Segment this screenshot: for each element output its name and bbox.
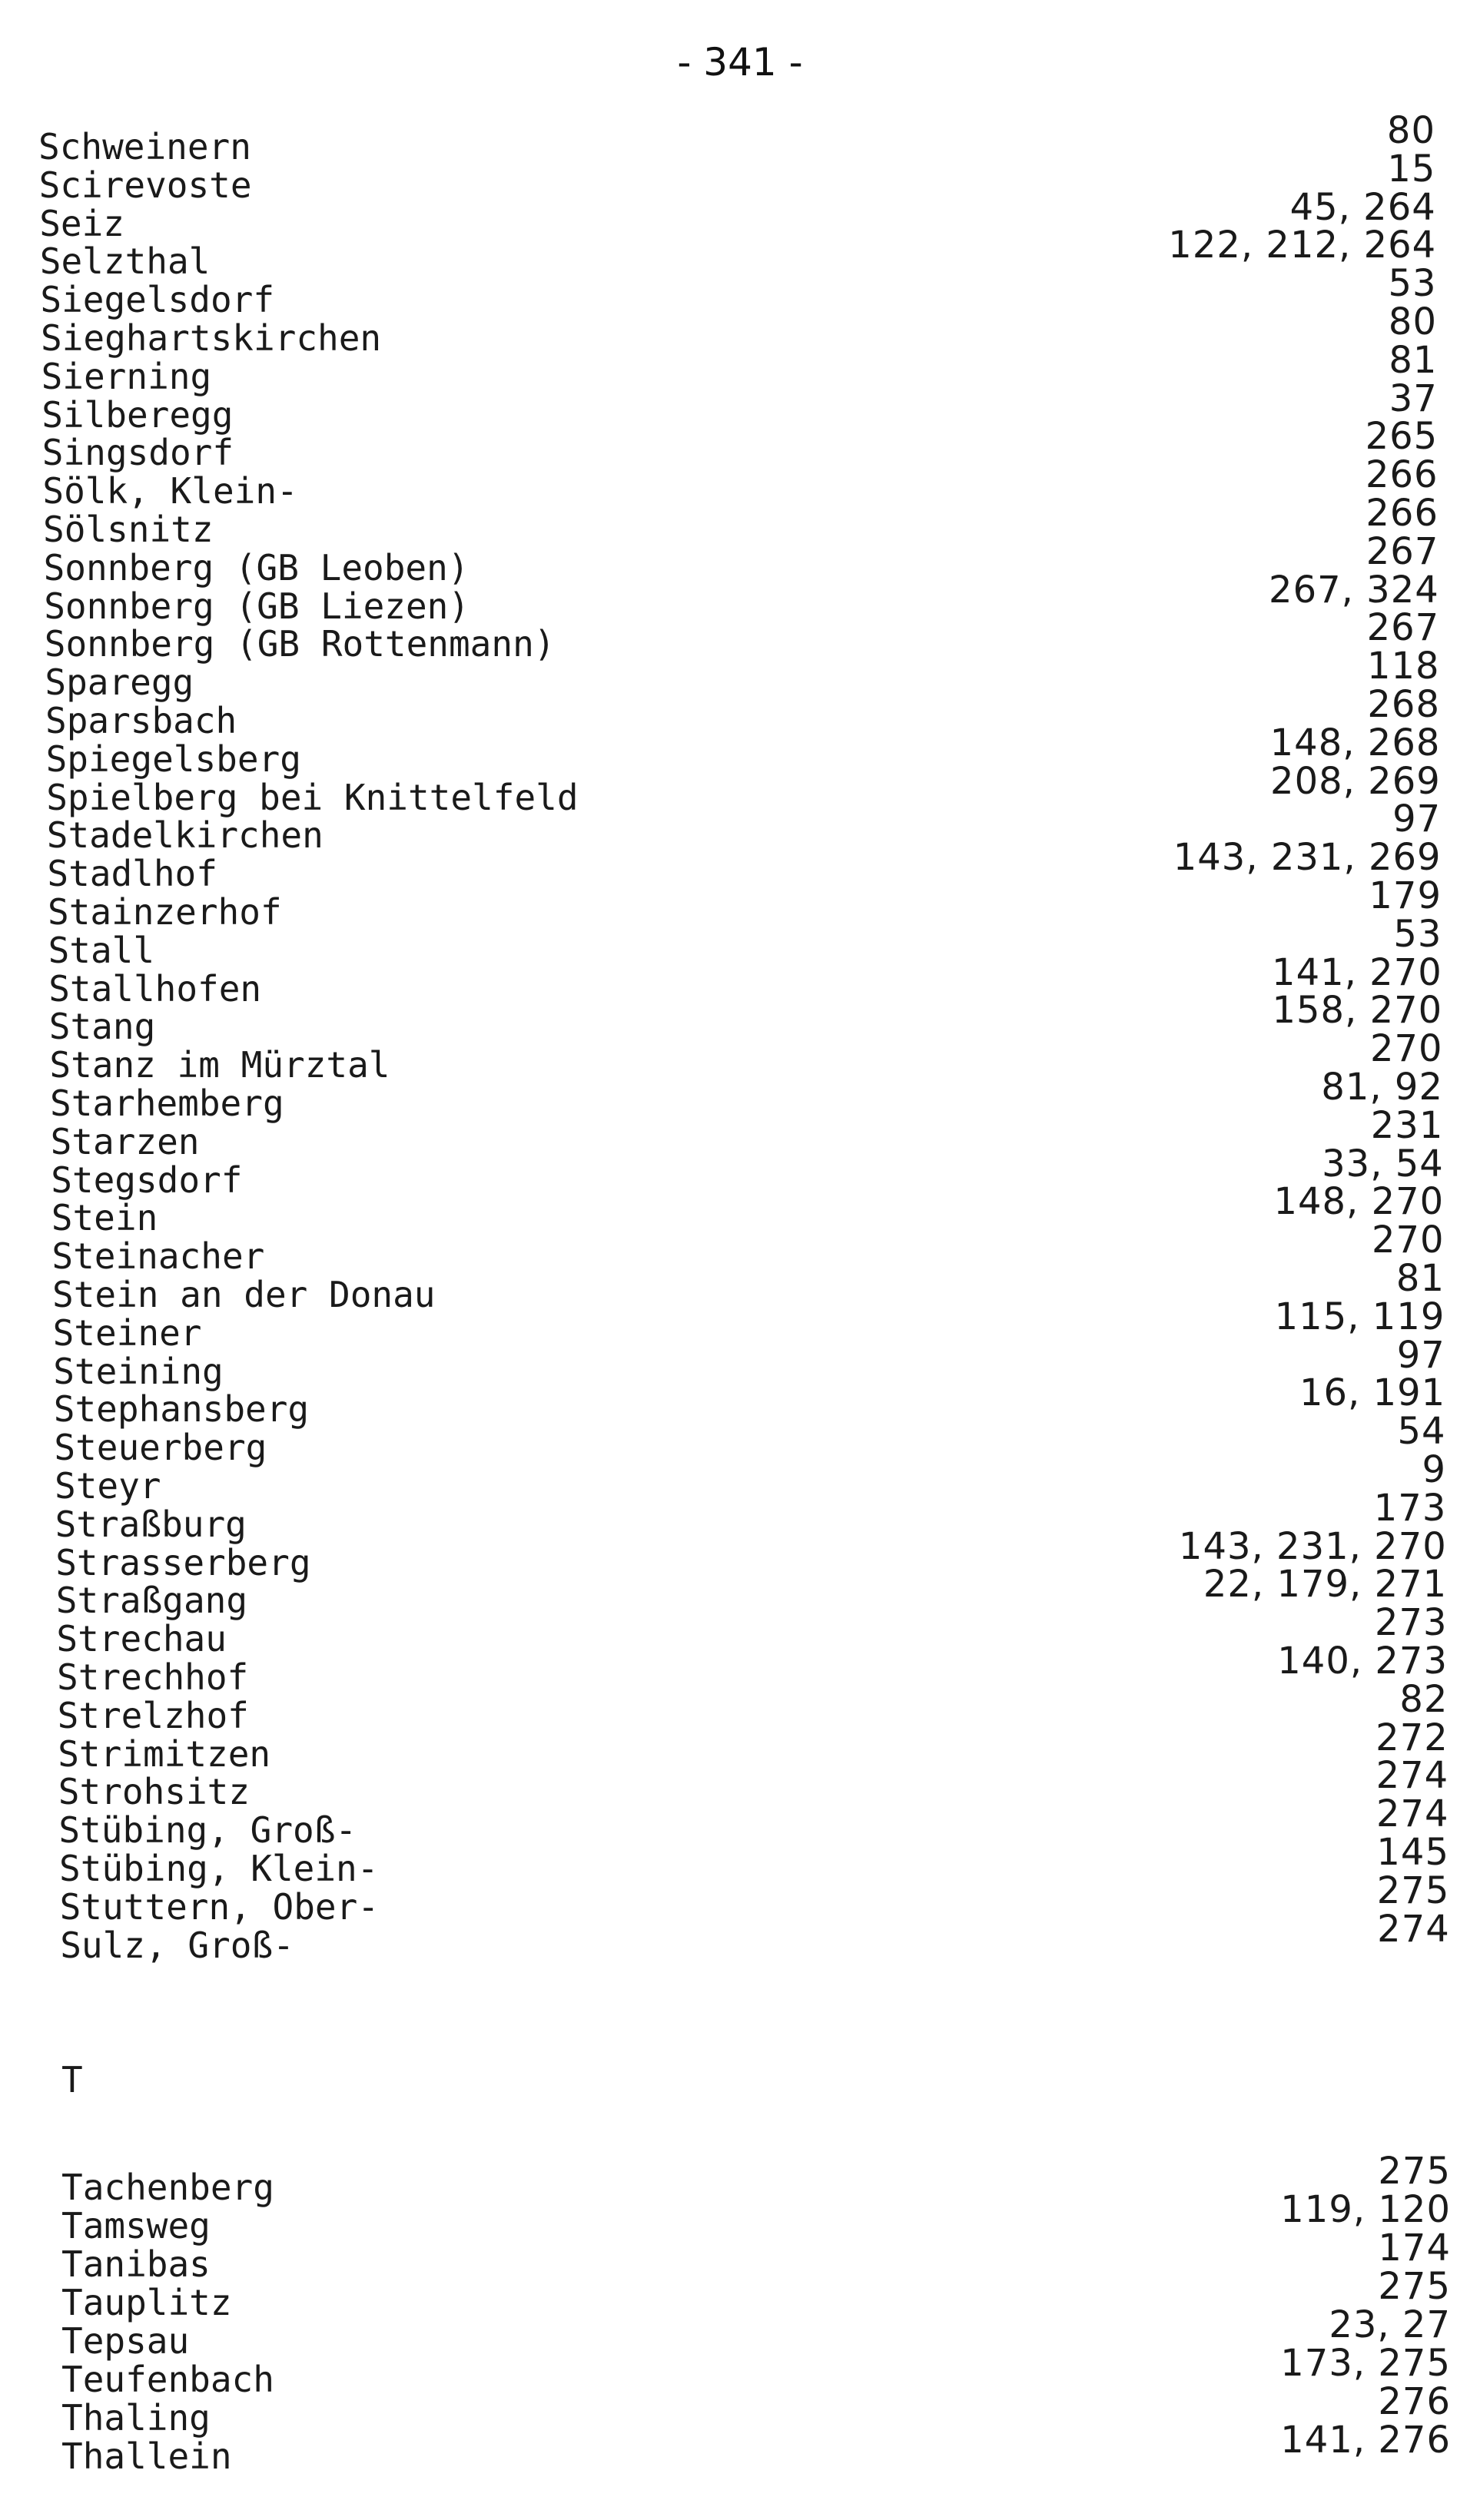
index-entry-pages: 141, 270 xyxy=(1272,950,1442,994)
index-entry-name: Sölsnitz xyxy=(43,509,214,550)
index-entry-pages: 265 xyxy=(1365,415,1439,459)
index-entry-name: Stallhofen xyxy=(48,967,262,1010)
index-entry-pages: 275 xyxy=(1378,2265,1451,2308)
index-entry-pages: 158, 270 xyxy=(1272,989,1443,1033)
index-entry-pages: 266 xyxy=(1365,453,1439,497)
index-entry-pages: 173 xyxy=(1373,1486,1447,1530)
index-entry-pages: 266 xyxy=(1366,492,1439,535)
index-entry-pages: 9 xyxy=(1422,1448,1446,1491)
index-entry-name: Seiz xyxy=(39,202,124,244)
index-entry-name: Schweinern xyxy=(38,126,251,167)
index-entry-pages: 80 xyxy=(1386,109,1435,152)
index-entry-pages: 16, 191 xyxy=(1299,1371,1446,1415)
index-entry-pages: 274 xyxy=(1375,1754,1449,1798)
index-entry-pages: 173, 275 xyxy=(1280,2342,1451,2385)
index-entry-name: Sieghartskirchen xyxy=(41,317,382,359)
index-entry-name: Sonnberg (GB Rottenmann) xyxy=(44,623,556,665)
section-letter-t: T xyxy=(61,2059,83,2101)
index-entry-name: Stall xyxy=(48,929,155,971)
index-entry-pages: 267 xyxy=(1366,606,1440,650)
index-entry-name: Strohsitz xyxy=(58,1771,251,1813)
index-entry-name: Steyr xyxy=(55,1465,161,1507)
index-entry-name: Thallein xyxy=(61,2435,232,2477)
index-entry-pages: 140, 273 xyxy=(1277,1640,1448,1683)
index-entry-name: Starhemberg xyxy=(50,1083,284,1124)
index-entry-pages: 148, 268 xyxy=(1269,721,1441,764)
index-entry-name: Stübing, Groß- xyxy=(58,1809,357,1852)
index-entry-name: Thaling xyxy=(61,2397,211,2439)
index-entry-pages: 22, 179, 271 xyxy=(1203,1563,1448,1606)
index-entry-name: Strechau xyxy=(56,1618,227,1660)
index-entry-name: Stanz im Mürztal xyxy=(49,1044,390,1086)
index-entry-pages: 274 xyxy=(1377,1907,1450,1951)
index-entry-pages: 272 xyxy=(1375,1716,1448,1759)
index-entry-name: Strimitzen xyxy=(58,1732,271,1775)
index-entry-name: Sonnberg (GB Leoben) xyxy=(43,546,470,589)
index-entry-pages: 37 xyxy=(1389,376,1438,420)
index-entry-name: Stadlhof xyxy=(47,853,217,895)
index-entry-pages: 267, 324 xyxy=(1269,568,1439,612)
index-entry-pages: 81, 92 xyxy=(1321,1066,1443,1109)
index-entry-name: Sierning xyxy=(41,355,212,397)
index-entry-pages: 275 xyxy=(1378,2150,1451,2193)
index-entry-name: Steining xyxy=(53,1350,224,1392)
index-entry-name: Spielberg bei Knittelfeld xyxy=(46,776,579,818)
index-entry-pages: 119, 120 xyxy=(1280,2188,1451,2231)
index-entry-name: Strelzhof xyxy=(57,1694,249,1736)
index-entry-pages: 81 xyxy=(1389,338,1438,382)
index-entry-pages: 273 xyxy=(1374,1601,1448,1645)
index-entry-pages: 54 xyxy=(1397,1410,1446,1454)
index-entry-name: Spiegelsberg xyxy=(45,738,301,780)
index-entry-pages: 141, 276 xyxy=(1280,2419,1451,2462)
index-entry-pages: 23, 27 xyxy=(1329,2303,1451,2346)
index-entry-name: Singsdorf xyxy=(41,432,234,474)
index-entry-pages: 276 xyxy=(1378,2380,1451,2423)
index-entry-name: Stein an der Donau xyxy=(52,1274,436,1315)
index-entry-name: Sulz, Groß- xyxy=(60,1924,294,1966)
index-entry-name: Siegelsdorf xyxy=(40,279,275,321)
index-entry-pages: 122, 212, 264 xyxy=(1168,224,1437,267)
index-entry-name: Sparegg xyxy=(45,662,194,704)
index-entry-name: Teufenbach xyxy=(61,2359,274,2400)
index-entry-name: Tepsau xyxy=(61,2320,190,2362)
index-entry-pages: 268 xyxy=(1367,683,1440,726)
index-entry-pages: 143, 231, 270 xyxy=(1178,1524,1447,1568)
index-entry-pages: 45, 264 xyxy=(1289,185,1436,229)
index-entry-name: Strasserberg xyxy=(55,1541,311,1583)
index-entry-name: Stegsdorf xyxy=(51,1159,243,1201)
index-entry-name: Tamsweg xyxy=(61,2205,211,2246)
index-entry-name: Steinacher xyxy=(51,1235,265,1278)
index-entry-name: Strechhof xyxy=(57,1656,249,1698)
index-entry-name: Straßburg xyxy=(55,1503,247,1545)
index-entry-pages: 81 xyxy=(1395,1257,1445,1300)
index-entry-name: Stuttern, Ober- xyxy=(59,1885,380,1928)
index-entry-pages: 80 xyxy=(1388,300,1437,343)
index-entry-pages: 208, 269 xyxy=(1270,759,1441,803)
index-entry-name: Sölk, Klein- xyxy=(42,470,298,512)
index-entry-pages: 53 xyxy=(1388,262,1437,306)
index-entry-pages: 270 xyxy=(1371,1219,1445,1262)
index-entry-pages: 267 xyxy=(1366,529,1439,573)
index-entry-pages: 231 xyxy=(1370,1103,1444,1147)
index-entry-name: Steiner xyxy=(52,1311,202,1354)
index-entry-name: Sparsbach xyxy=(45,700,237,741)
index-entry-name: Stadelkirchen xyxy=(46,814,324,857)
index-entry-name: Tachenberg xyxy=(61,2167,274,2208)
index-entry-pages: 275 xyxy=(1376,1868,1450,1912)
index-entry-pages: 82 xyxy=(1399,1677,1448,1721)
index-entry-pages: 148, 270 xyxy=(1273,1180,1445,1224)
index-entry-pages: 115, 119 xyxy=(1274,1295,1445,1338)
index-entry-pages: 97 xyxy=(1396,1333,1445,1377)
index-entry-name: Stephansberg xyxy=(53,1388,310,1431)
index-entry-pages: 274 xyxy=(1375,1792,1449,1836)
index-entry-name: Steuerberg xyxy=(54,1427,267,1469)
index-entry-pages: 145 xyxy=(1376,1831,1449,1874)
index-entry-name: Straßgang xyxy=(55,1580,248,1622)
index-entry-pages: 143, 231, 269 xyxy=(1173,836,1442,880)
index-entry-pages: 15 xyxy=(1387,147,1436,191)
index-entry-name: Stang xyxy=(48,1006,156,1048)
index-entry-name: Stein xyxy=(51,1197,158,1239)
index-entry-pages: 174 xyxy=(1378,2227,1451,2270)
index-entry-name: Stainzerhof xyxy=(48,891,282,933)
index-entry-name: Selzthal xyxy=(39,240,211,283)
index-entry-pages: 179 xyxy=(1369,874,1442,917)
page-number: - 341 - xyxy=(677,40,803,85)
index-entry-pages: 33, 54 xyxy=(1322,1142,1444,1185)
index-entry-name: Silberegg xyxy=(41,393,234,436)
index-entry-pages: 118 xyxy=(1366,645,1440,688)
index-entry-name: Tanibas xyxy=(61,2243,211,2285)
index-entry-name: Starzen xyxy=(50,1120,200,1162)
index-entry-name: Sonnberg (GB Liezen) xyxy=(44,585,470,627)
index-entry-name: Scirevoste xyxy=(38,164,252,206)
index-entry-name: Stübing, Klein- xyxy=(59,1848,379,1889)
index-entry-pages: 270 xyxy=(1369,1027,1443,1071)
index-entry-pages: 97 xyxy=(1392,797,1442,841)
index-entry-name: Tauplitz xyxy=(61,2282,232,2323)
index-entry-pages: 53 xyxy=(1393,912,1442,956)
